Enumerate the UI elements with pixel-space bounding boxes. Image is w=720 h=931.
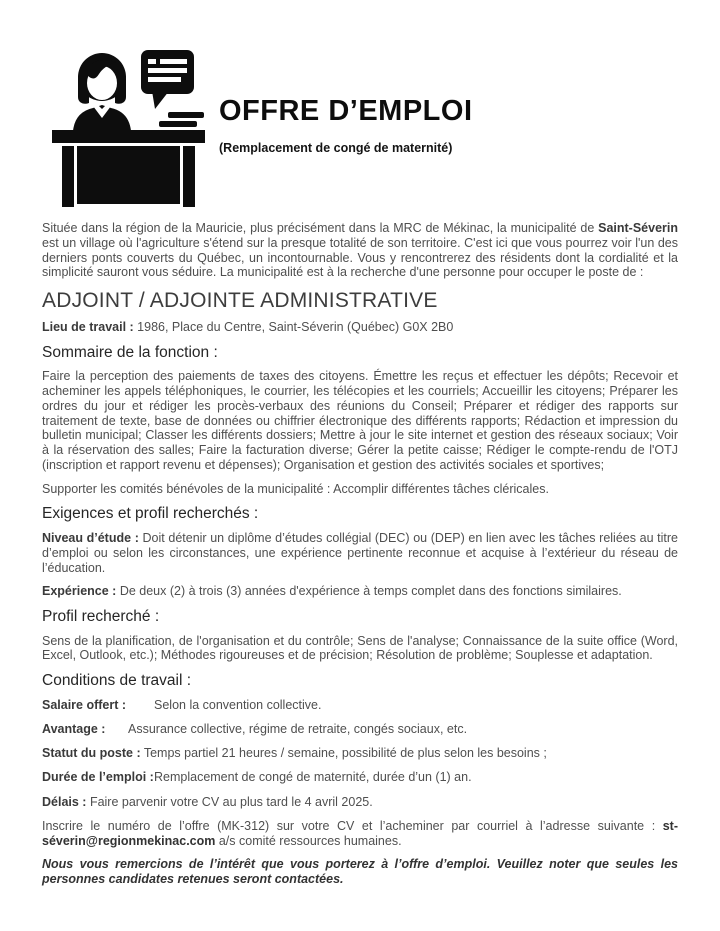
benefits-label: Avantage : — [42, 721, 106, 736]
education-value: Doit détenir un diplôme d’études collégial (DEC) ou (DEP) en lien avec les tâches reliées au titre d’emploi ou selon les circonstances, une expérience pertinente reconnue et acquise à l’extérieur du réseau de l’éducation. — [42, 531, 678, 575]
section-heading-profile: Profil recherché : — [42, 608, 160, 626]
woman-at-desk-icon — [52, 45, 207, 207]
duration-value: Remplacement de congé de maternité, durée d’un (1) an. — [154, 770, 472, 785]
apply-text-1: Inscrire le numéro de l’offre (MK-312) sur votre CV et l’acheminer par courriel à l’adresse suivante : — [42, 818, 663, 833]
salary-value: Selon la convention collective. — [154, 697, 322, 712]
apply-text-2: a/s comité ressources humaines. — [215, 833, 402, 848]
experience-label: Expérience : — [42, 584, 117, 599]
salary-label: Salaire offert : — [42, 697, 127, 712]
condition-row-duration — [42, 770, 678, 785]
education-requirement — [42, 531, 678, 575]
profile-paragraph: Sens de la planification, de l'organisation et du contrôle; Sens de l'analyse; Connaissance de la suite office (Word, Excel, Outlook, etc.); Méthodes rigoureuses et de précision; Résolution de problème; Souplesse et adaptation. — [42, 633, 678, 663]
intro-text-2: est un village où l'agriculture s'étend sur la presque totalité de son territoire. C'est ici que vous pourrez voir l'un des derniers ponts couverts du Québec, un incontournable. Vous y rencontrerez des résidents dont la cordialité et la simplicité sauront vous séduire. La municipalité est à la recherche d'une personne pour occuper le poste de : — [42, 235, 678, 280]
header-titles — [219, 45, 473, 156]
status-label: Statut du poste : — [42, 746, 141, 761]
document-header — [42, 45, 678, 207]
intro-paragraph — [42, 221, 678, 280]
status-value: Temps partiel 21 heures / semaine, possibilité de plus selon les besoins ; — [140, 746, 547, 761]
section-heading-requirements: Exigences et profil recherchés : — [42, 505, 259, 523]
condition-row-deadline — [42, 795, 678, 810]
job-title: ADJOINT / ADJOINTE ADMINISTRATIVE — [42, 289, 438, 312]
education-label: Niveau d’étude : — [42, 531, 139, 546]
page-subtitle: (Remplacement de congé de maternité) — [219, 141, 453, 155]
apply-paragraph — [42, 819, 678, 849]
work-location-label: Lieu de travail : — [42, 320, 134, 335]
experience-value: De deux (2) à trois (3) années d'expérience à temps complet dans des fonctions similaires. — [116, 584, 622, 599]
apply-email: st-séverin@regionmekinac.com — [42, 818, 678, 848]
section-heading-conditions: Conditions de travail : — [42, 672, 192, 690]
experience-requirement — [42, 584, 678, 599]
intro-text-1: Située dans la région de la Mauricie, plus précisément dans la MRC de Mékinac, la municipalité de — [42, 221, 599, 235]
duties-paragraph: Faire la perception des paiements de taxes des citoyens. Émettre les reçus et effectuer les dépôts; Recevoir et acheminer les appels téléphoniques, le courrier, les télécopies et les courriels; Accueillir les citoyens; Préparer les ordres du jour et rédiger les procès-verbaux des réunions du Conseil; Préparer et rédiger des rapports sur traitement de texte, base de données ou chiffrier électronique des différents rapports; Rédaction et impression du bulletin municipal; Classer les différents dossiers; Mettre à jour le site internet et gestion des réseaux sociaux; Voir à la réservation des salles; Faire la facturation diverse; Gérer la petite caisse; Rédiger le compte-rendu de l'OTJ (inscription et rapport revenu et dépenses); Organisation et gestion des activités sociales et sportives; — [42, 369, 678, 472]
condition-row-salary — [42, 698, 678, 713]
municipality-name: Saint-Séverin — [598, 221, 678, 235]
page-title: OFFRE D’EMPLOI — [219, 95, 473, 127]
duration-label: Durée de l’emploi : — [42, 770, 154, 785]
condition-row-status — [42, 746, 678, 761]
work-location-value: 1986, Place du Centre, Saint-Séverin (Québec) G0X 2B0 — [133, 320, 454, 335]
section-heading-summary: Sommaire de la fonction : — [42, 343, 218, 361]
work-location — [42, 320, 678, 335]
deadline-value: Faire parvenir votre CV au plus tard le 4 avril 2025. — [86, 794, 373, 809]
closing-note: Nous vous remercions de l’intérêt que vous porterez à l’offre d’emploi. Veuillez noter que seules les personnes candidates retenues seront contactées. — [42, 857, 678, 887]
deadline-label: Délais : — [42, 794, 87, 809]
condition-row-benefits — [42, 722, 678, 737]
benefits-value: Assurance collective, régime de retraite, congés sociaux, etc. — [128, 721, 468, 736]
support-paragraph: Supporter les comités bénévoles de la municipalité : Accomplir différentes tâches cléricales. — [42, 481, 549, 496]
